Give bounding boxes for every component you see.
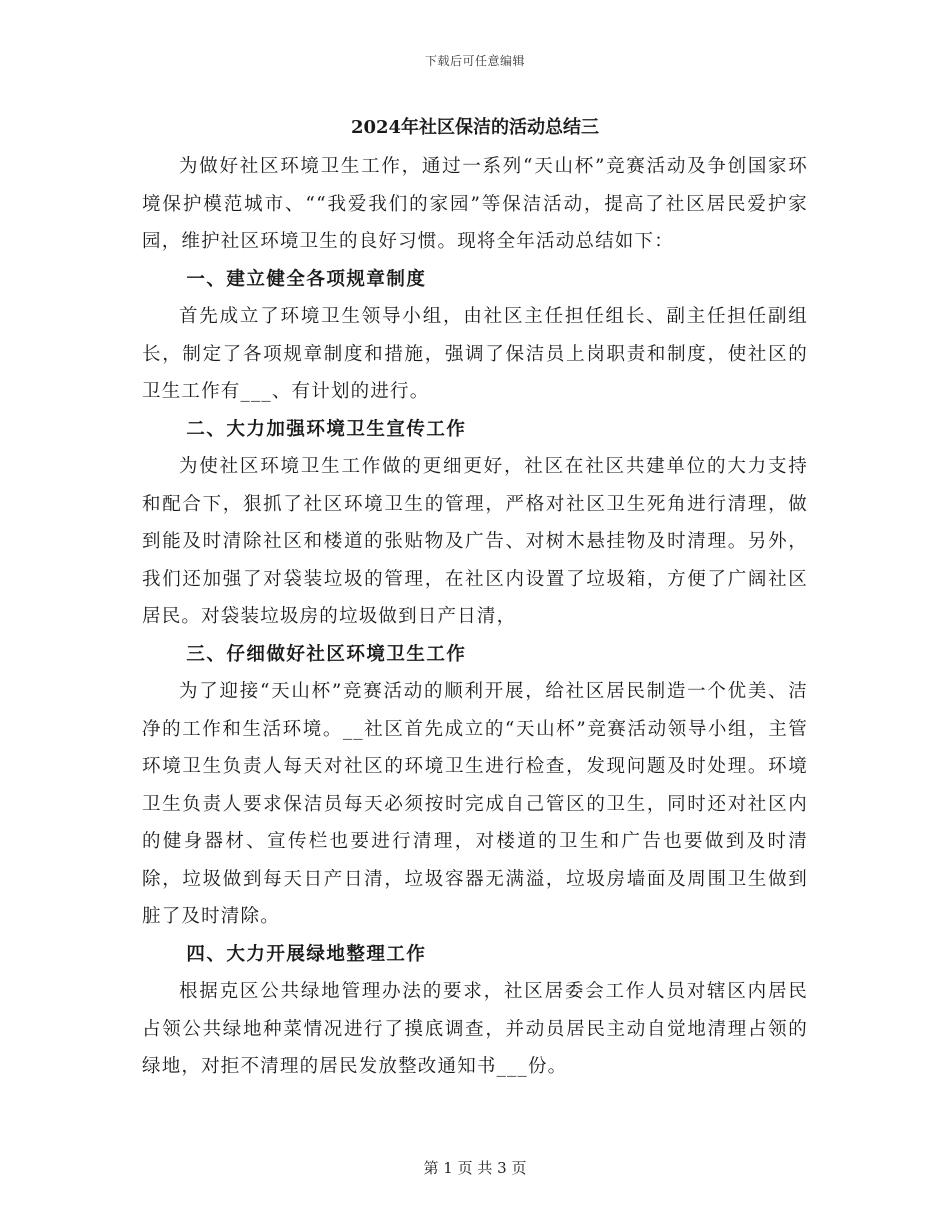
header-note: 下载后可任意编辑 — [424, 54, 525, 68]
section-body: 为使社区环境卫生工作做的更细更好，社区在社区共建单位的大力支持和配合下，狠抓了社区环境卫生的管理，严格对社区卫生死角进行清理，做到能及时清除社区和楼道的张贴物及广告、对树木悬挂物及时清理。另外，我们还加强了对袋装垃圾的管理，在社区内设置了垃圾箱，方便了广阔社区居民。对袋装垃圾房的垃圾做到日产日清， — [142, 456, 808, 627]
document-body — [142, 110, 808, 1086]
intro-paragraph: 为做好社区环境卫生工作，通过一系列“天山杯”竞赛活动及争创国家环境保护模范城市、““我爱我们的家园”等保洁活动，提高了社区居民爱护家园，维护社区环境卫生的良好习惯。现将全年活动总结如下： — [142, 156, 808, 252]
section-heading: 四、大力开展绿地整理工作 — [186, 943, 427, 965]
section-body: 根据克区公共绿地管理办法的要求，社区居委会工作人员对辖区内居民占领公共绿地种菜情况进行了摸底调查，并动员居民主动自觉地清理占领的绿地，对拒不清理的居民发放整改通知书___份。 — [142, 981, 808, 1077]
section-1 — [142, 261, 808, 411]
page-footer: 第 1 页 共 3 页 — [423, 1159, 527, 1177]
section-4 — [142, 936, 808, 1086]
section-heading: 一、建立健全各项规章制度 — [186, 268, 427, 290]
section-body: 首先成立了环境卫生领导小组，由社区主任担任组长、副主任担任副组长，制定了各项规章制度和措施，强调了保洁员上岗职责和制度，使社区的卫生工作有___、有计划的进行。 — [142, 306, 808, 402]
section-heading: 三、仔细做好社区环境卫生工作 — [186, 643, 467, 665]
section-body: 为了迎接“天山杯”竞赛活动的顺利开展，给社区居民制造一个优美、洁净的工作和生活环境。__社区首先成立的“天山杯”竞赛活动领导小组，主管环境卫生负责人每天对社区的环境卫生进行检查，发现问题及时处理。环境卫生负责人要求保洁员每天必须按时完成自己管区的卫生，同时还对社区内的健身器材、宣传栏也要进行清理，对楼道的卫生和广告也要做到及时清除，垃圾做到每天日产日清，垃圾容器无满溢，垃圾房墙面及周围卫生做到脏了及时清除。 — [142, 681, 808, 927]
section-3 — [142, 636, 808, 936]
document-title: 2024年社区保洁的活动总结三 — [350, 117, 600, 138]
section-2 — [142, 411, 808, 636]
section-heading: 二、大力加强环境卫生宣传工作 — [186, 418, 467, 440]
